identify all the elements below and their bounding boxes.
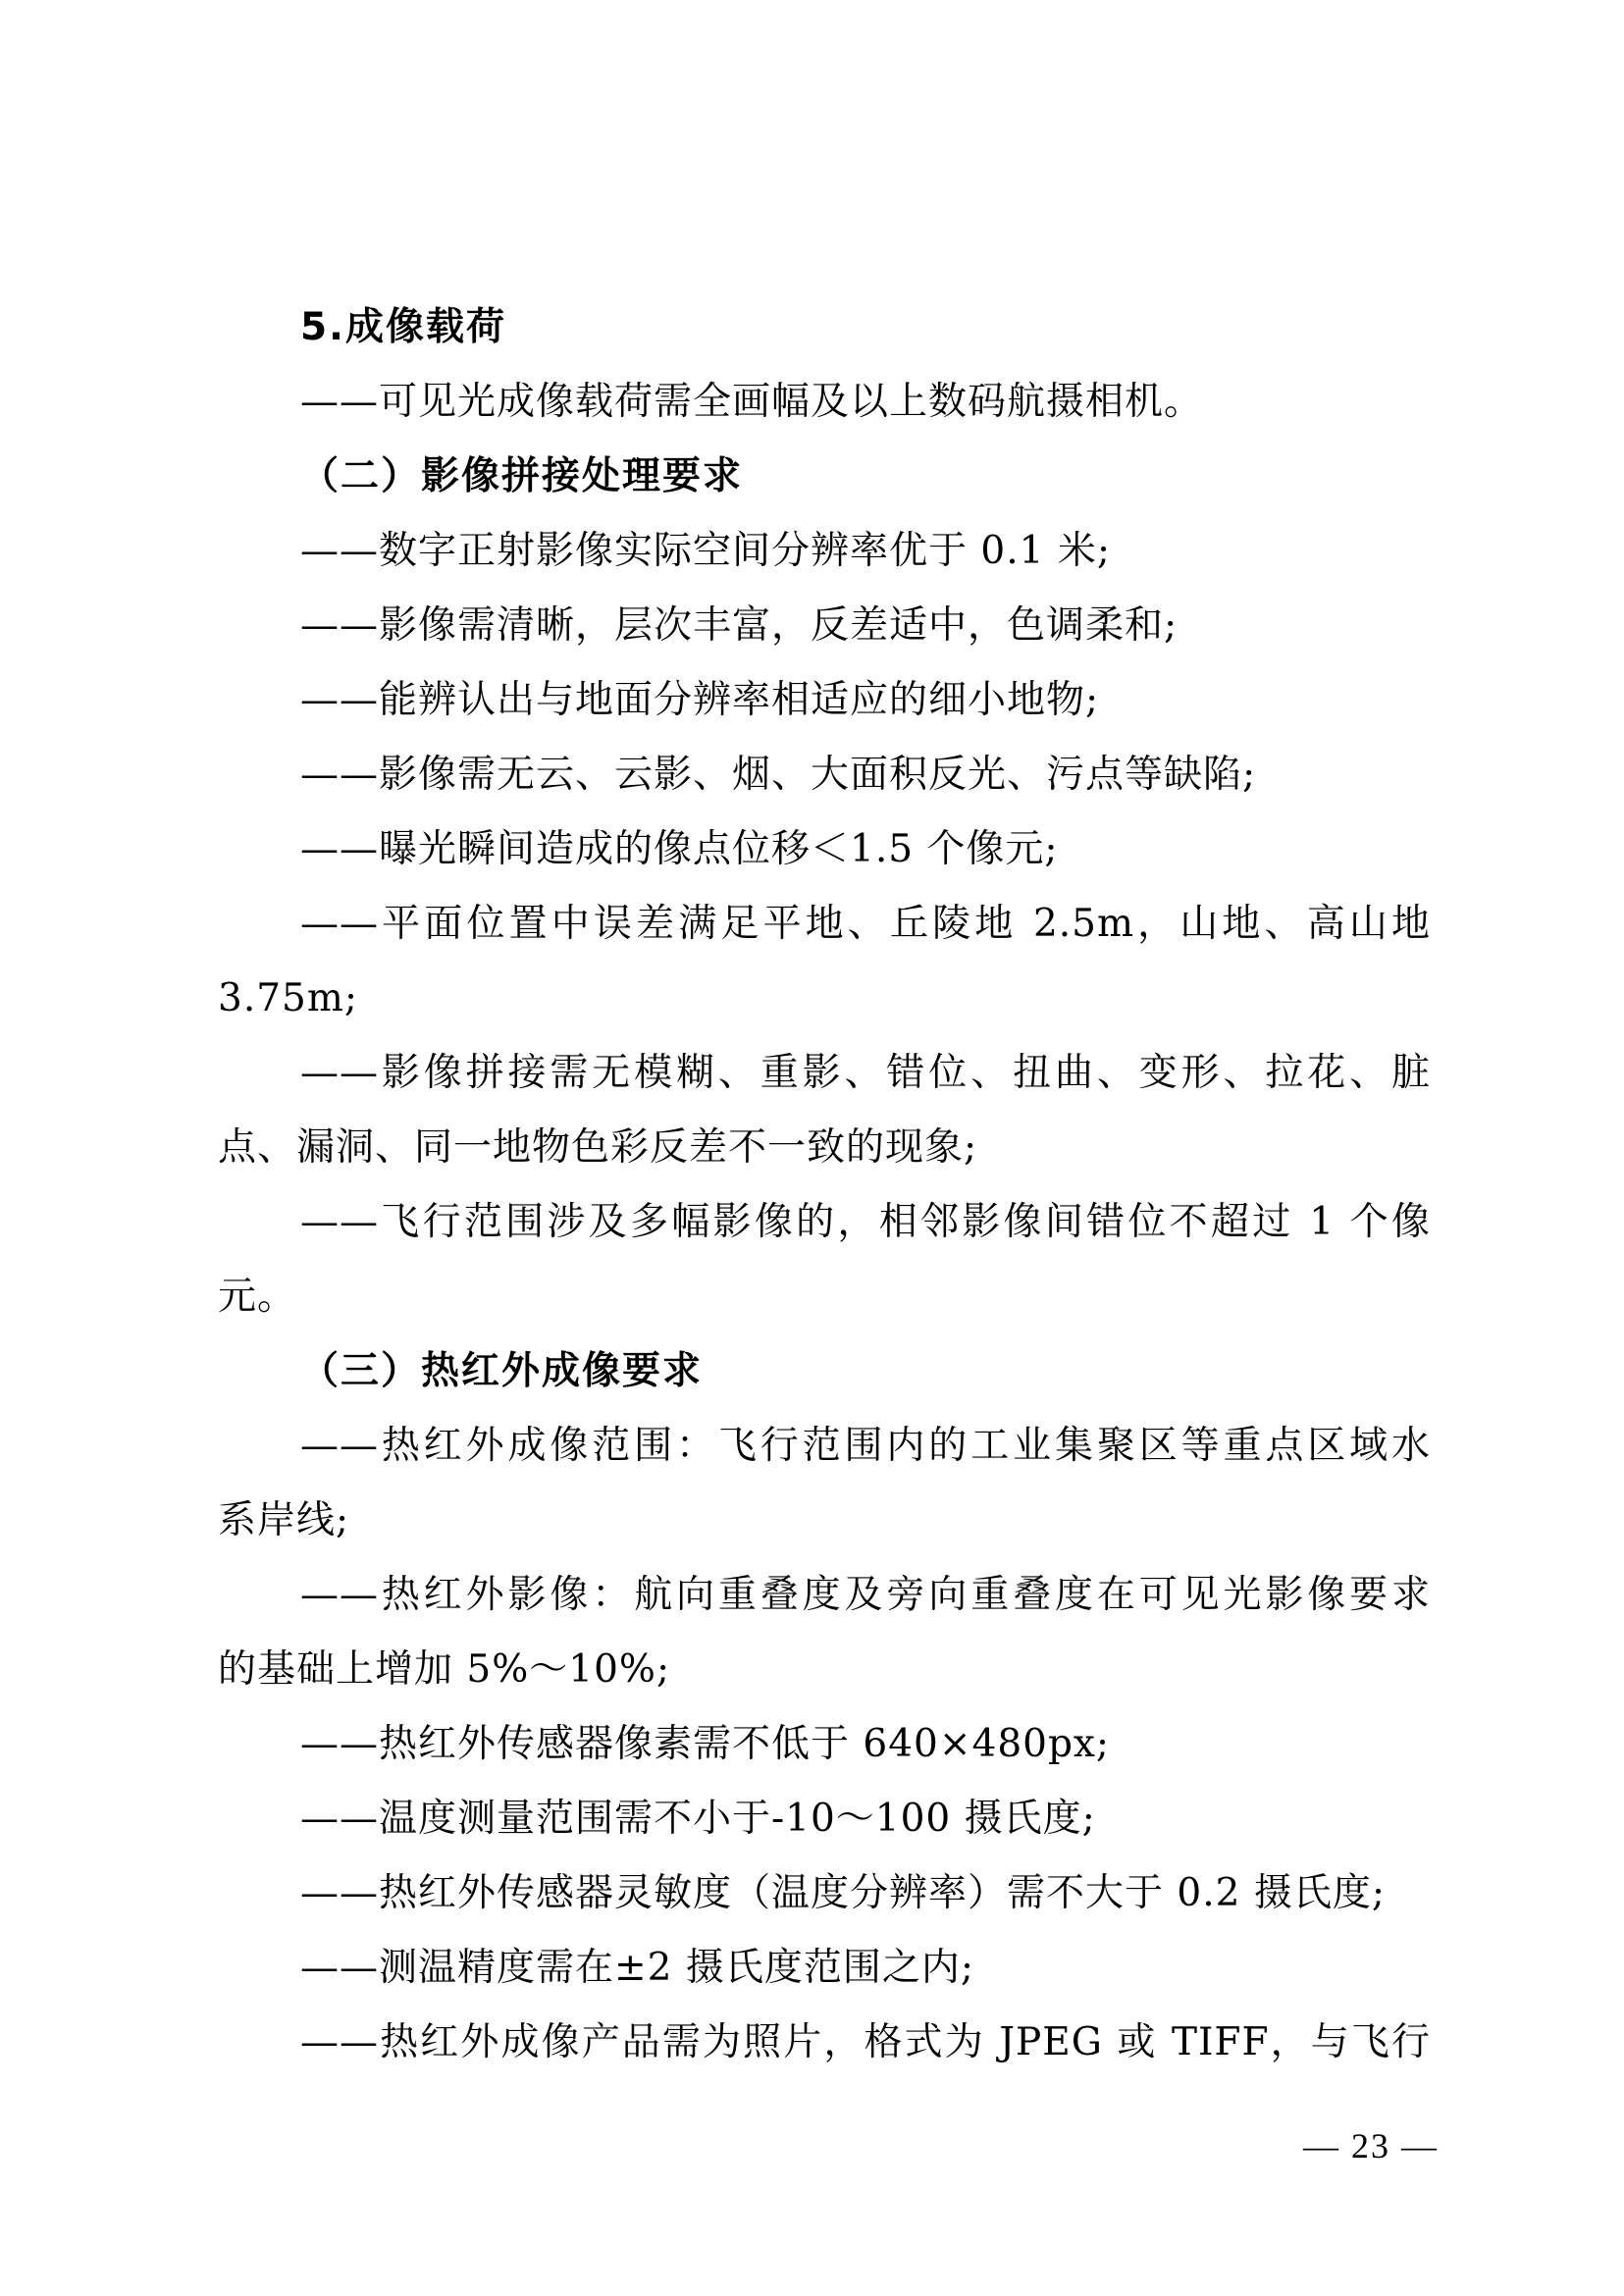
paragraph-resolution: ——数字正射影像实际空间分辨率优于 0.1 米; (300, 529, 1111, 573)
paragraph-temperature-accuracy: ——测温精度需在±2 摄氏度范围之内; (300, 1946, 975, 1990)
section-heading-imaging-payload: 5.成像载荷 (300, 305, 506, 349)
paragraph-thermal-format: ——热红外成像产品需为照片，格式为 JPEG 或 TIFF，与飞行 (300, 2020, 1431, 2064)
paragraph-exposure: ——曝光瞬间造成的像点位移＜1.5 个像元; (300, 827, 1059, 871)
page-number: — 23 — (1303, 2126, 1439, 2166)
paragraph-seam-line2: 点、漏洞、同一地物色彩反差不一致的现象; (218, 1125, 978, 1170)
paragraph-thermal-overlap-line1: ——热红外影像：航向重叠度及旁向重叠度在可见光影像要求 (300, 1573, 1431, 1617)
section-heading-mosaic-requirements: （二）影像拼接处理要求 (300, 454, 744, 498)
paragraph-thermal-sensitivity: ——热红外传感器灵敏度（温度分辨率）需不大于 0.2 摄氏度; (300, 1871, 1386, 1915)
paragraph-thermal-range-line1: ——热红外成像范围：飞行范围内的工业集聚区等重点区域水 (300, 1424, 1431, 1468)
paragraph-position-error-line1: ——平面位置中误差满足平地、丘陵地 2.5m，山地、高山地 (300, 902, 1431, 946)
paragraph-detail: ——能辨认出与地面分辨率相适应的细小地物; (300, 678, 1100, 722)
document-body (218, 290, 1431, 2080)
paragraph-thermal-pixels: ——热红外传感器像素需不低于 640×480px; (300, 1722, 1111, 1766)
paragraph-temperature-range: ——温度测量范围需不小于-10～100 摄氏度; (300, 1797, 1096, 1841)
paragraph-offset-line2: 元。 (218, 1275, 297, 1319)
paragraph-offset-line1: ——飞行范围涉及多幅影像的，相邻影像间错位不超过 1 个像 (300, 1200, 1431, 1244)
paragraph-payload-camera: ——可见光成像载荷需全画幅及以上数码航摄相机。 (300, 380, 1204, 424)
paragraph-clarity: ——影像需清晰，层次丰富，反差适中，色调柔和; (300, 603, 1179, 648)
paragraph-thermal-range-line2: 系岸线; (218, 1498, 350, 1542)
paragraph-seam-line1: ——影像拼接需无模糊、重影、错位、扭曲、变形、拉花、脏 (300, 1051, 1431, 1095)
paragraph-position-error-line2: 3.75m; (218, 976, 358, 1020)
paragraph-defects: ——影像需无云、云影、烟、大面积反光、污点等缺陷; (300, 753, 1257, 797)
section-heading-thermal-requirements: （三）热红外成像要求 (300, 1349, 704, 1393)
paragraph-thermal-overlap-line2: 的基础上增加 5%～10%; (218, 1647, 671, 1692)
